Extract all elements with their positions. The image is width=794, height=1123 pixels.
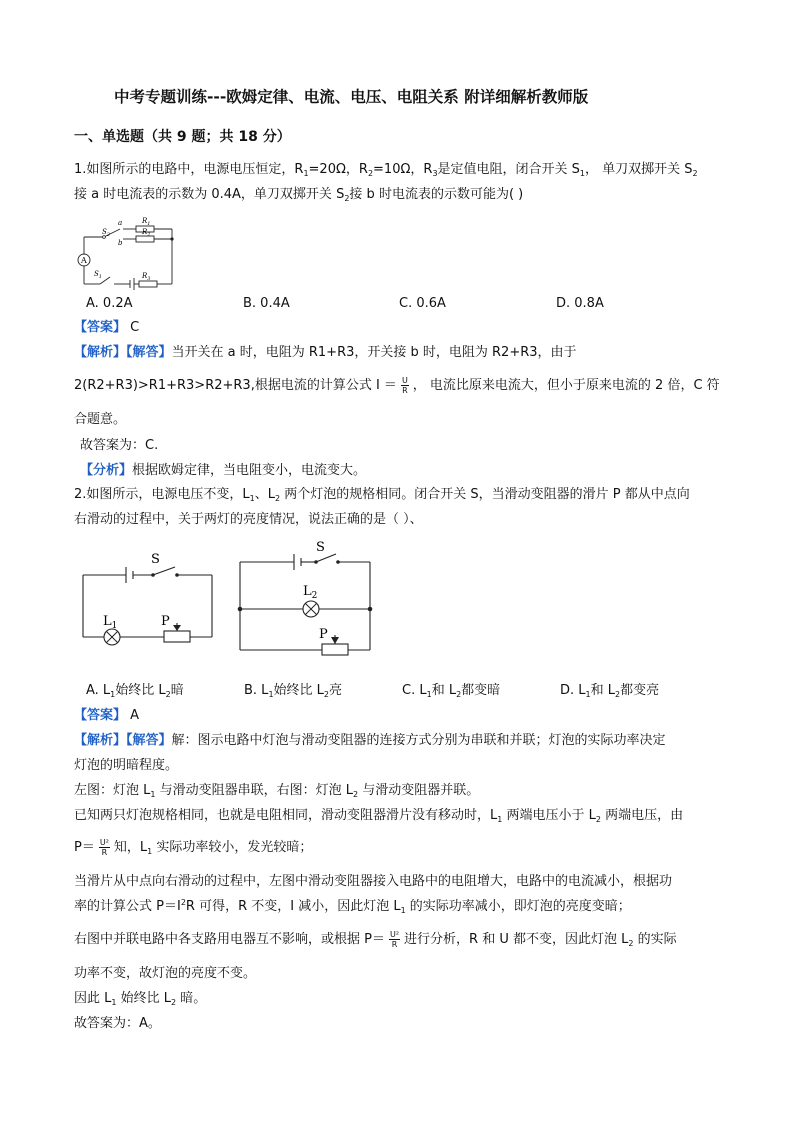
q2-analysis-line2: 灯泡的明暗程度。 (74, 758, 179, 773)
q2-conclusion: 故答案为：A。 (74, 1016, 161, 1031)
q2-left-circuit-figure (78, 545, 218, 653)
q2-analysis-line10: 因此 $L_1$ 始终比 $L_2$ 暗。 (74, 991, 207, 1007)
q2-formula-fraction-1: $\frac{\text{U²}}{R}$ (99, 838, 109, 857)
q2-analysis-line8: 右图中并联电路中各支路用电器互不影响，或根据 P＝ $\frac{\text{U²}}{R}$ 进行分析，R 和 U 都不变，因此灯泡 $L_2$ 的实际 (74, 930, 677, 949)
q2-formula-fraction-2: $\frac{\text{U²}}{R}$ (389, 930, 400, 949)
q2-right-lamp (303, 601, 319, 617)
q2-analysis-line4: 已知两只灯泡规格相同，也就是电阻相同，滑动变阻器滑片没有移动时，$L_1$ 两端电压小于 $L_2$ 两端电压，由 (74, 808, 684, 824)
q1-stem-line1: 1.如图所示的电路中，电源电压恒定，$R_1=20\Omega$，$R_2=10\Omega$，$R_3$是定值电阻，闭合开关 $S_1$， 单刀双掷开关 $S_2$ (74, 162, 698, 178)
q2-right-circuit-figure (236, 540, 376, 662)
q1-option-b: B. 0.4A (243, 296, 290, 311)
q1-answer: 【答案】 C (74, 320, 140, 335)
q2-analysis-line5: P＝ $\frac{\text{U²}}{R}$ 知，$L_1$ 实际功率较小，发光较暗； (74, 838, 313, 857)
q1-ammeter-label: A (81, 256, 87, 265)
q1-label-r3: $R_3$ (142, 272, 151, 282)
q2-option-c: C. $L_1$和 $L_2$都变暗 (402, 683, 501, 699)
q2-option-a: A. $L_1$始终比 $L_2$暗 (86, 683, 184, 699)
page-title: 中考专题训练---欧姆定律、电流、电压、电阻关系 附详细解析教师版 (114, 88, 589, 106)
q2-left-rheostat (164, 631, 190, 642)
section-heading: 一、单选题（共 9 题；共 18 分） (74, 129, 291, 145)
q2-right-label-s: S (316, 540, 325, 555)
q2-left-label-p: P (161, 614, 170, 629)
q1-label-s2: $S_2$ (102, 228, 110, 238)
q2-stem-line2: 右滑动的过程中，关于两灯的亮度情况，说法正确的是（ ）、 (74, 512, 423, 527)
q1-analysis-line1: 【解析】【解答】当开关在 a 时，电阻为 R1+R3，开关接 b 时，电阻为 R2+R3，由于 (74, 345, 577, 360)
q2-analysis-line9: 功率不变，故灯泡的亮度不变。 (74, 966, 257, 981)
q2-analysis-line7: 率的计算公式 $P=I^2R$ 可得，R 不变，I 减小，因此灯泡 $L_1$ 的实际功率减小，即灯泡的亮度变暗； (74, 898, 631, 915)
q2-answer: 【答案】 A (74, 708, 140, 723)
q2-analysis-line3: 左图：灯泡 $L_1$ 与滑动变阻器串联，右图：灯泡 $L_2$ 与滑动变阻器并联。 (74, 783, 480, 799)
q1-label-s1: $S_1$ (94, 270, 102, 280)
q2-right-label-l2: $L_2$ (303, 584, 318, 601)
q1-conclusion: 故答案为：C. (80, 438, 159, 453)
q1-label-b: b (118, 239, 123, 247)
q2-analysis-line1: 【解析】【解答】解：图示电路中灯泡与滑动变阻器的连接方式分别为串联和并联；灯泡的实际功率决定 (74, 733, 666, 748)
q2-left-label-s: S (151, 552, 160, 567)
q1-stem-line2: 接 a 时电流表的示数为 0.4A，单刀双掷开关 $S_2$接 b 时电流表的示数可能为( ) (74, 187, 524, 203)
q1-label-r1: $R_1$ (142, 217, 151, 227)
q1-label-r2: $R_2$ (142, 228, 151, 238)
q1-summary: 【分析】根据欧姆定律，当电阻变小，电流变大。 (80, 463, 367, 478)
q2-left-lamp (104, 629, 120, 645)
q1-label-a: a (118, 219, 123, 227)
q1-analysis-line3: 合题意。 (74, 412, 127, 427)
q1-option-d: D. 0.8A (556, 296, 604, 311)
q2-stem-line1: 2.如图所示，电源电压不变，$L_1$、$L_2$ 两个灯泡的规格相同。闭合开关 S，当滑动变阻器的滑片 P 都从中点向 (74, 487, 690, 503)
q1-resistor-r2 (136, 236, 154, 242)
q2-right-label-p: P (319, 627, 328, 642)
q1-circuit-figure (74, 212, 178, 288)
q1-option-c: C. 0.6A (399, 296, 446, 311)
q2-left-label-l1: $L_1$ (103, 614, 118, 631)
q1-option-a: A. 0.2A (86, 296, 133, 311)
q2-option-b: B. $L_1$始终比 $L_2$亮 (244, 683, 343, 699)
q2-option-d: D. $L_1$和 $L_2$都变亮 (560, 683, 660, 699)
q1-formula-fraction: $\frac{U}{R}$ (401, 376, 408, 395)
q1-analysis-line2: 2(R2+R3)>R1+R3>R2+R3,根据电流的计算公式 I ＝ $\frac{U}{R}$ ， 电流比原来电流大，但小于原来电流的 2 倍，C 符 (74, 376, 720, 395)
q2-analysis-line6: 当滑片从中点向右滑动的过程中，左图中滑动变阻器接入电路中的电阻增大，电路中的电流减小，根据功 (74, 874, 673, 889)
q2-right-rheostat (322, 644, 348, 655)
